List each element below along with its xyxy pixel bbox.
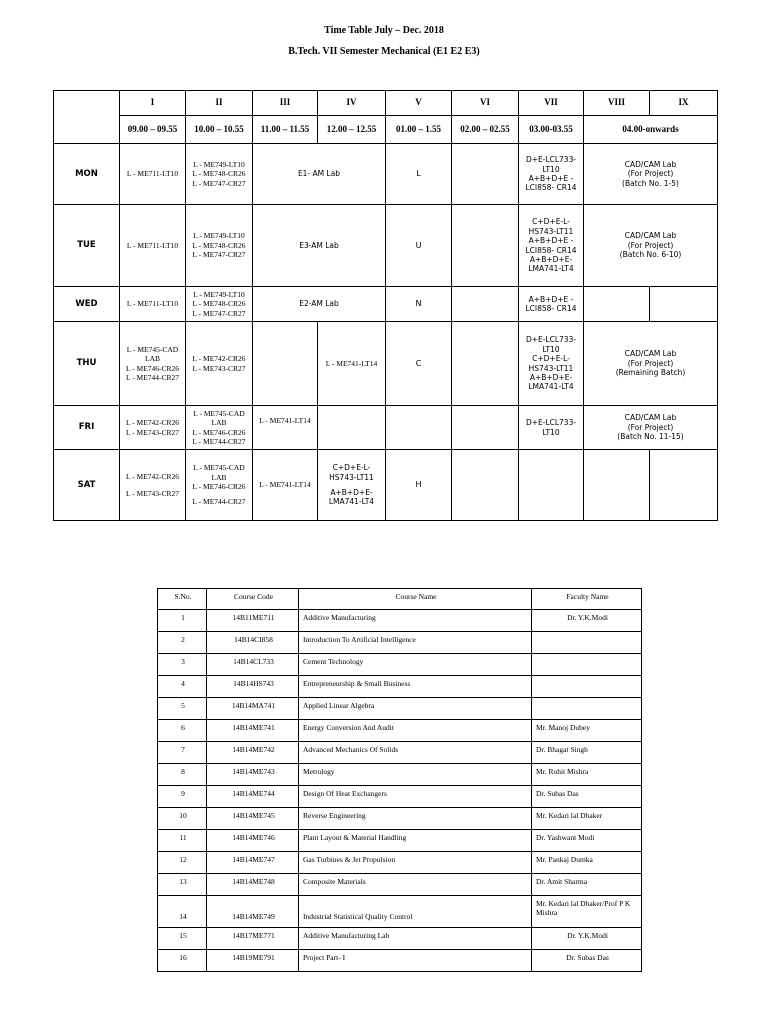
column-header: Course Name <box>299 589 532 610</box>
faculty-name-cell <box>532 632 642 654</box>
table-row <box>158 896 642 928</box>
table-row <box>158 698 642 720</box>
lunch-letter: U <box>386 205 452 287</box>
course-table-body <box>158 610 642 972</box>
serial-number-cell: 13 <box>158 874 207 896</box>
table-row <box>158 928 642 950</box>
time-header: 01.00 – 1.55 <box>386 116 452 144</box>
course-code-cell: 14B14ME747 <box>207 852 299 874</box>
slot-cell <box>452 144 519 205</box>
serial-number-cell: 5 <box>158 698 207 720</box>
course-name-cell: Energy Conversion And Audit <box>299 720 532 742</box>
faculty-name-cell: Mr. Rohit Mishra <box>532 764 642 786</box>
serial-number-cell: 4 <box>158 676 207 698</box>
period-header: II <box>186 91 253 116</box>
course-code-cell: 14B14ME745 <box>207 808 299 830</box>
serial-number-cell: 12 <box>158 852 207 874</box>
faculty-name-cell: Dr. Amit Sharma <box>532 874 642 896</box>
slot-cell <box>584 450 650 521</box>
serial-number-cell: 16 <box>158 950 207 972</box>
course-name-cell: Reverse Engineering <box>299 808 532 830</box>
table-row <box>158 950 642 972</box>
table-row <box>158 742 642 764</box>
table-row <box>158 632 642 654</box>
serial-number-cell: 1 <box>158 610 207 632</box>
day-label: WED <box>54 287 120 322</box>
slot-cell: L - ME745-CAD LAB L - ME746-CR26 L - ME744-CR27 <box>186 406 253 450</box>
course-code-cell: 14B14HS743 <box>207 676 299 698</box>
course-name-cell: Gas Turbines & Jet Propulsion <box>299 852 532 874</box>
table-row <box>158 610 642 632</box>
timetable <box>53 90 718 521</box>
slot-cell: L - ME745-CAD LAB L - ME746-CR26 L - ME744-CR27 <box>186 450 253 521</box>
slot-cell: L - ME742-CR26 L - ME743-CR27 <box>186 322 253 406</box>
course-table <box>157 588 642 972</box>
time-header: 11.00 – 11.55 <box>253 116 318 144</box>
lab-cell: E3-AM Lab <box>253 205 386 287</box>
day-row-mon <box>54 144 718 205</box>
lunch-letter: H <box>386 450 452 521</box>
course-code-cell: 14B14ME742 <box>207 742 299 764</box>
slot-cell <box>452 450 519 521</box>
column-header: Course Code <box>207 589 299 610</box>
faculty-name-cell: Dr. Yashwant Modi <box>532 830 642 852</box>
course-name-cell: Composite Materials <box>299 874 532 896</box>
faculty-name-cell: Dr. Subas Das <box>532 950 642 972</box>
day-row-tue <box>54 205 718 287</box>
faculty-name-cell: Mr. Kedari lal Dhaker/Prof P K Mishra <box>532 896 642 928</box>
faculty-name-cell <box>532 654 642 676</box>
slot-cell <box>650 287 718 322</box>
day-label: THU <box>54 322 120 406</box>
slot-cell: L - ME741-LT14 <box>318 322 386 406</box>
lunch-letter: N <box>386 287 452 322</box>
table-row <box>158 654 642 676</box>
course-code-cell: 14B14ME749 <box>207 896 299 928</box>
course-name-cell: Applied Linear Algebra <box>299 698 532 720</box>
faculty-name-cell <box>532 676 642 698</box>
course-name-cell: Industrial Statistical Quality Control <box>299 896 532 928</box>
time-header: 02.00 – 02.55 <box>452 116 519 144</box>
day-label: TUE <box>54 205 120 287</box>
slot-cell <box>519 450 584 521</box>
period-header: III <box>253 91 318 116</box>
cadcam-lab-cell: CAD/CAM Lab (For Project) (Batch No. 6-10) <box>584 205 718 287</box>
course-code-cell: 14B17ME771 <box>207 928 299 950</box>
faculty-name-cell <box>532 698 642 720</box>
day-row-wed <box>54 287 718 322</box>
day-label: MON <box>54 144 120 205</box>
faculty-name-cell: Dr. Bhagat Singh <box>532 742 642 764</box>
table-row <box>158 786 642 808</box>
column-header: Faculty Name <box>532 589 642 610</box>
serial-number-cell: 7 <box>158 742 207 764</box>
faculty-name-cell: Dr. Y.K.Modi <box>532 928 642 950</box>
course-name-cell: Project Part- I <box>299 950 532 972</box>
slot-cell: L - ME711-LT10 <box>120 287 186 322</box>
course-code-cell: 14B19ME791 <box>207 950 299 972</box>
slot-cell <box>318 406 386 450</box>
cadcam-lab-cell: CAD/CAM Lab (For Project) (Remaining Batch) <box>584 322 718 406</box>
serial-number-cell: 14 <box>158 896 207 928</box>
page-subtitle: B.Tech. VII Semester Mechanical (E1 E2 E3) <box>288 46 480 57</box>
time-header: 09.00 – 09.55 <box>120 116 186 144</box>
time-header: 12.00 – 12.55 <box>318 116 386 144</box>
course-code-cell: 14B14MA741 <box>207 698 299 720</box>
period-header: V <box>386 91 452 116</box>
slot-cell <box>584 287 650 322</box>
serial-number-cell: 9 <box>158 786 207 808</box>
slot-cell: A+B+D+E - LCI858- CR14 <box>519 287 584 322</box>
course-code-cell: 14B14CI858 <box>207 632 299 654</box>
faculty-name-cell: Mr. Pankaj Dumka <box>532 852 642 874</box>
slot-cell: L - ME741-LT14 <box>253 450 318 521</box>
lab-cell: E1- AM Lab <box>253 144 386 205</box>
period-header: IX <box>650 91 718 116</box>
course-code-cell: 14B14ME743 <box>207 764 299 786</box>
faculty-name-cell: Dr. Y.K.Modi <box>532 610 642 632</box>
serial-number-cell: 15 <box>158 928 207 950</box>
course-name-cell: Design Of Heat Exchangers <box>299 786 532 808</box>
period-header: IV <box>318 91 386 116</box>
table-row <box>158 830 642 852</box>
faculty-name-cell: Mr. Manoj Dubey <box>532 720 642 742</box>
serial-number-cell: 11 <box>158 830 207 852</box>
slot-cell: L - ME742-CR26 L - ME743-CR27 <box>120 450 186 521</box>
course-code-cell: 14B14CL733 <box>207 654 299 676</box>
slot-cell <box>650 450 718 521</box>
table-row <box>158 852 642 874</box>
table-row <box>158 764 642 786</box>
time-header: 03.00-03.55 <box>519 116 584 144</box>
slot-cell: L - ME711-LT10 <box>120 205 186 287</box>
slot-cell: C+D+E-L- HS743-LT11 A+B+D+E- LMA741-LT4 <box>318 450 386 521</box>
slot-cell: D+E-LCL733- LT10 A+B+D+E - LCI858- CR14 <box>519 144 584 205</box>
lunch-letter: C <box>386 322 452 406</box>
cadcam-lab-cell: CAD/CAM Lab (For Project) (Batch No. 11-15) <box>584 406 718 450</box>
course-name-cell: Additive Manufacturing Lab <box>299 928 532 950</box>
slot-cell <box>452 287 519 322</box>
slot-cell: L - ME742-CR26 L - ME743-CR27 <box>120 406 186 450</box>
slot-cell: L - ME749-LT10 L - ME748-CR26 L - ME747-CR27 <box>186 287 253 322</box>
period-header: VIII <box>584 91 650 116</box>
serial-number-cell: 10 <box>158 808 207 830</box>
slot-cell: L - ME711-LT10 <box>120 144 186 205</box>
faculty-name-cell: Mr. Kedari lal Dhaker <box>532 808 642 830</box>
day-label: SAT <box>54 450 120 521</box>
faculty-name-cell: Dr. Subas Das <box>532 786 642 808</box>
course-name-cell: Additive Manufacturing <box>299 610 532 632</box>
time-header: 10.00 – 10.55 <box>186 116 253 144</box>
serial-number-cell: 8 <box>158 764 207 786</box>
serial-number-cell: 2 <box>158 632 207 654</box>
slot-cell: L - ME749-LT10 L - ME748-CR26 L - ME747-CR27 <box>186 144 253 205</box>
day-row-thu <box>54 322 718 406</box>
course-name-cell: Plant Layout & Material Handling <box>299 830 532 852</box>
serial-number-cell: 6 <box>158 720 207 742</box>
day-row-sat <box>54 450 718 521</box>
course-name-cell: Metrology <box>299 764 532 786</box>
table-row <box>158 874 642 896</box>
cadcam-lab-cell: CAD/CAM Lab (For Project) (Batch No. 1-5) <box>584 144 718 205</box>
day-row-fri <box>54 406 718 450</box>
course-code-cell: 14B11ME711 <box>207 610 299 632</box>
table-row <box>158 808 642 830</box>
course-code-cell: 14B14ME746 <box>207 830 299 852</box>
period-header: VI <box>452 91 519 116</box>
course-name-cell: Cement Technology <box>299 654 532 676</box>
slot-cell <box>452 205 519 287</box>
slot-cell <box>253 322 318 406</box>
course-name-cell: Introduction To Artificial Intelligence <box>299 632 532 654</box>
course-code-cell: 14B14ME748 <box>207 874 299 896</box>
day-label: FRI <box>54 406 120 450</box>
slot-cell: C+D+E-L- HS743-LT11 A+B+D+E - LCI858- CR14 A+B+D+E- LMA741-LT4 <box>519 205 584 287</box>
lab-cell: E2-AM Lab <box>253 287 386 322</box>
corner-cell <box>54 91 120 144</box>
slot-cell: L - ME749-LT10 L - ME748-CR26 L - ME747-CR27 <box>186 205 253 287</box>
period-header: VII <box>519 91 584 116</box>
column-header: S.No. <box>158 589 207 610</box>
serial-number-cell: 3 <box>158 654 207 676</box>
lunch-letter: L <box>386 144 452 205</box>
table-row <box>158 720 642 742</box>
slot-cell: L - ME741-LT14 <box>253 406 318 450</box>
course-name-cell: Advanced Mechanics Of Solids <box>299 742 532 764</box>
slot-cell: D+E-LCL733- LT10 C+D+E-L- HS743-LT11 A+B+D+E- LMA741-LT4 <box>519 322 584 406</box>
course-code-cell: 14B14ME744 <box>207 786 299 808</box>
slot-cell <box>452 322 519 406</box>
slot-cell <box>386 406 452 450</box>
page-title: Time Table July – Dec. 2018 <box>324 25 444 36</box>
slot-cell: D+E-LCL733- LT10 <box>519 406 584 450</box>
slot-cell <box>452 406 519 450</box>
slot-cell: L - ME745-CAD LAB L - ME746-CR26 L - ME744-CR27 <box>120 322 186 406</box>
table-row <box>158 676 642 698</box>
period-header: I <box>120 91 186 116</box>
time-header: 04.00-onwards <box>584 116 718 144</box>
course-code-cell: 14B14ME741 <box>207 720 299 742</box>
course-name-cell: Entrepreneurship & Small Business <box>299 676 532 698</box>
